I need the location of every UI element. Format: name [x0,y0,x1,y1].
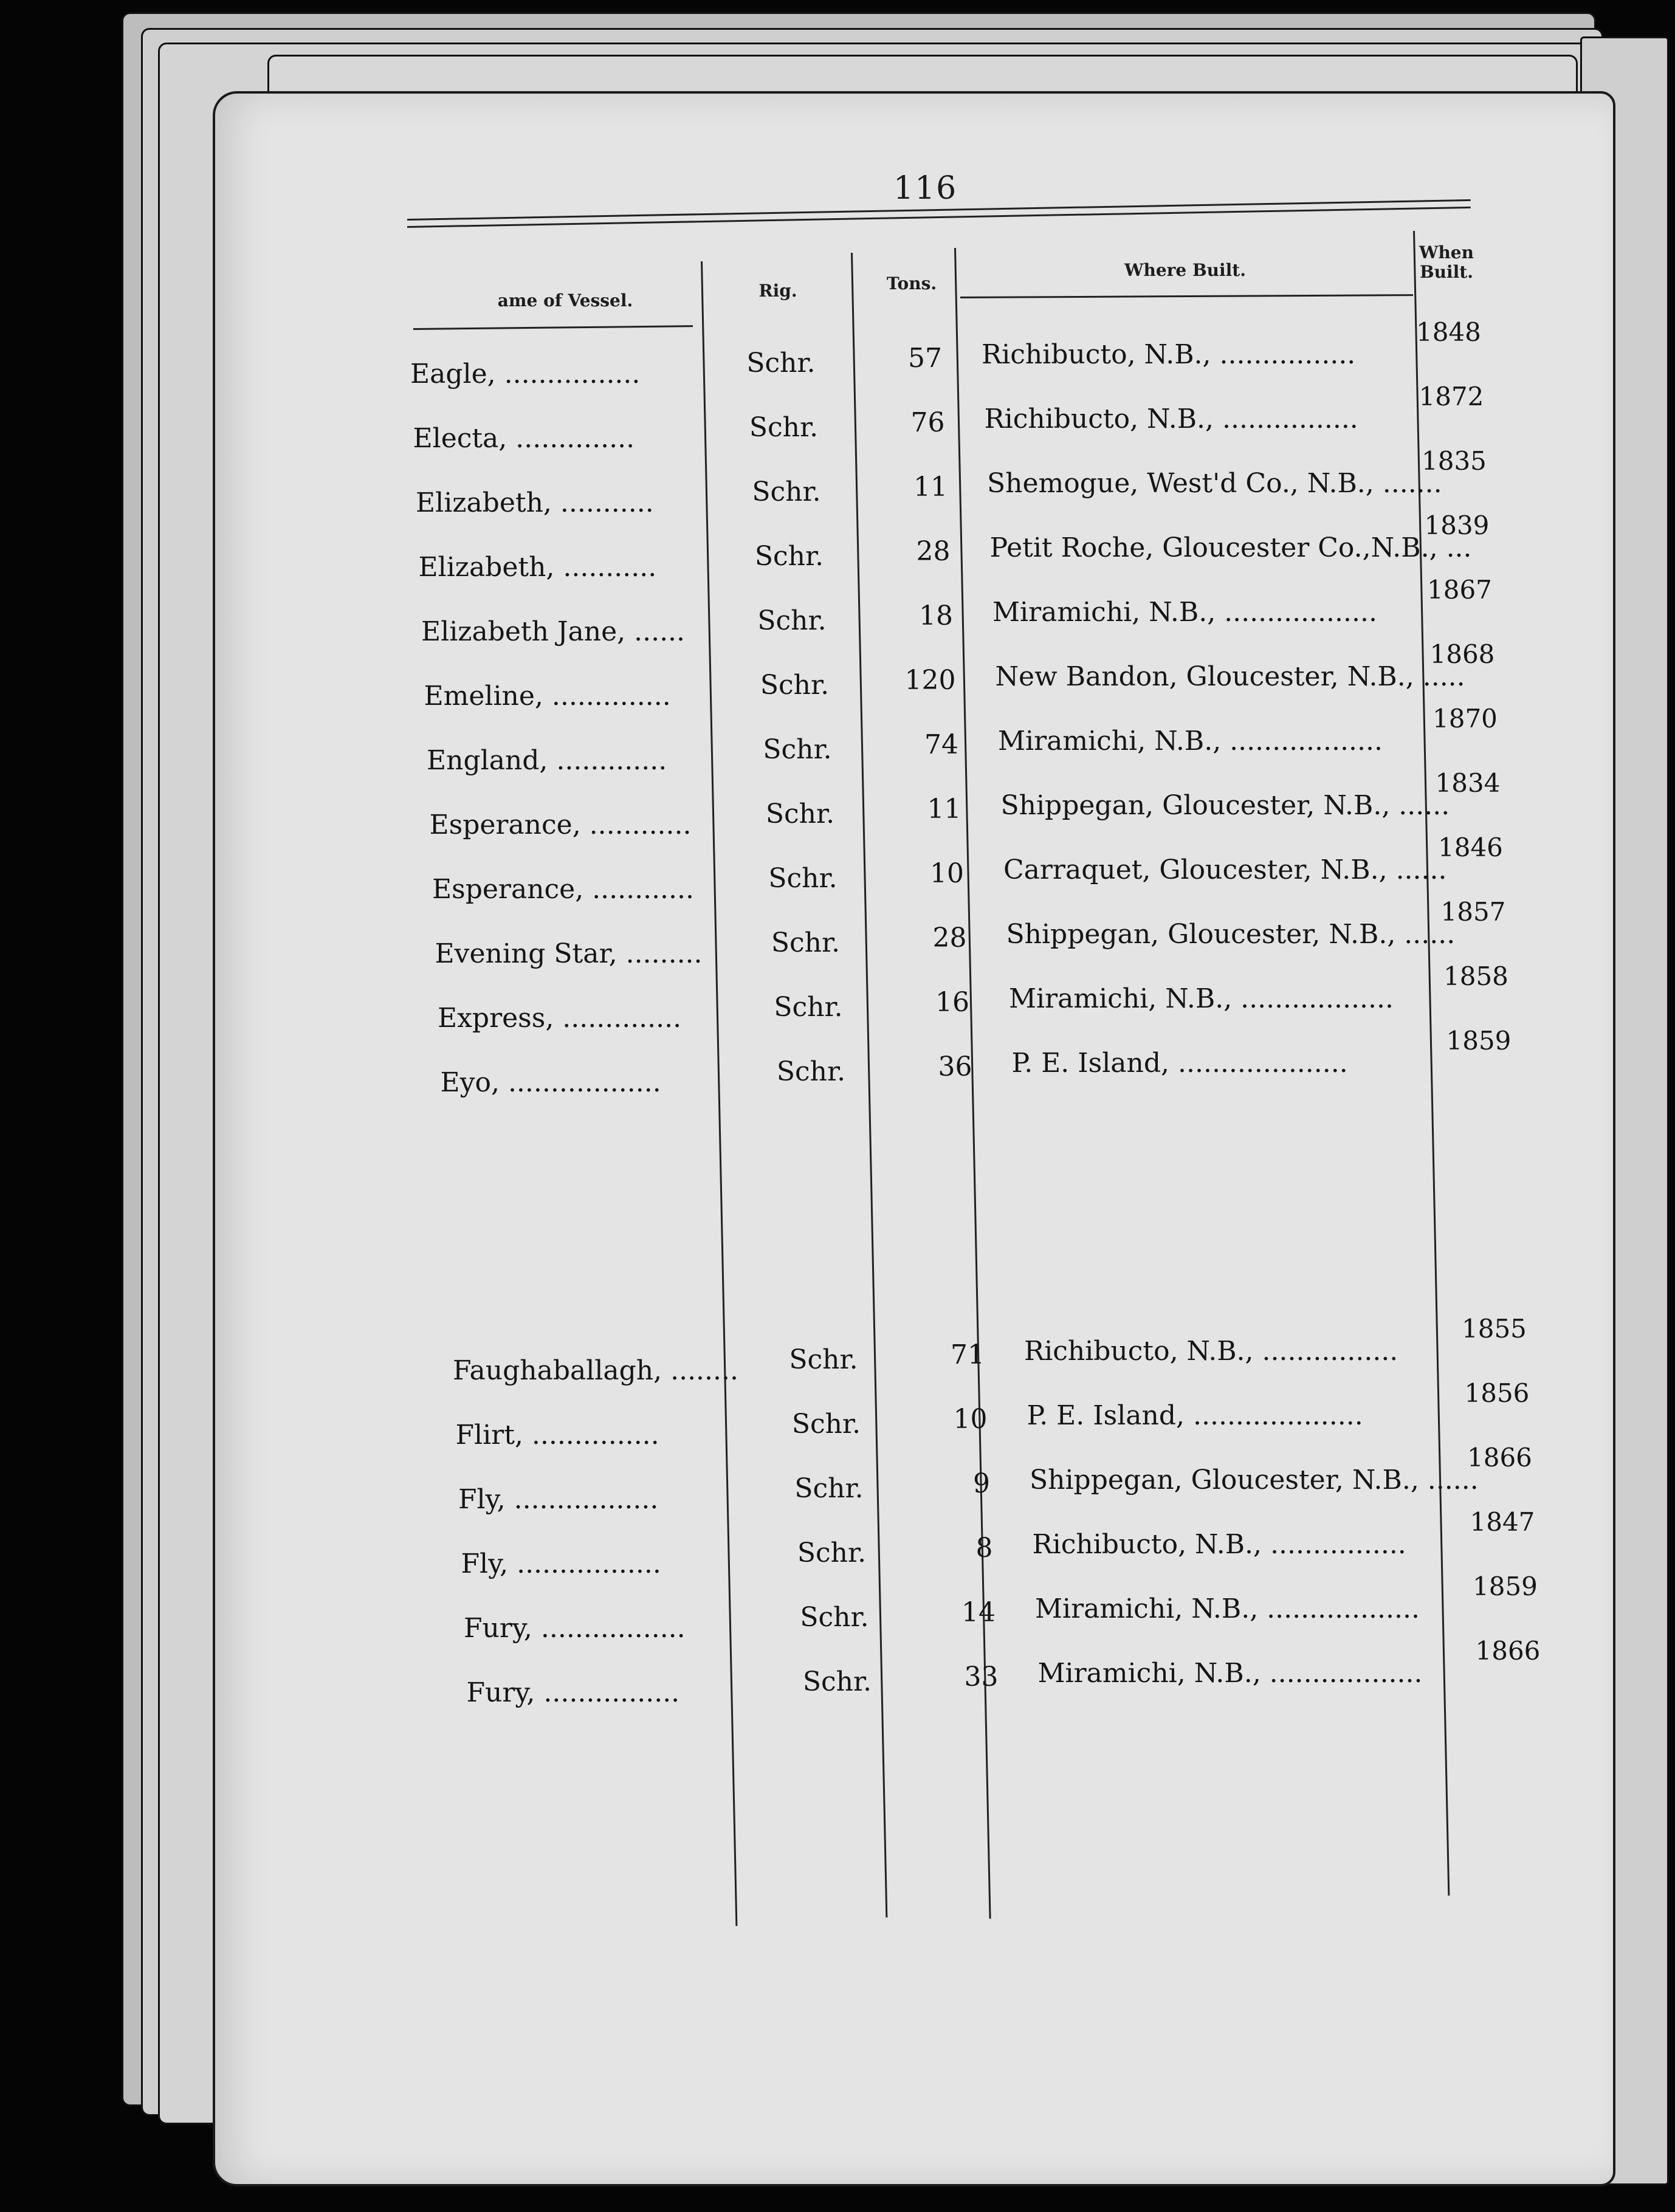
ledger-page [213,91,1615,2186]
vessel-name: Evening Star, ......... [435,938,703,969]
vessel-year-built: 1834 [1435,768,1501,798]
vessel-tons: 11 [913,472,948,503]
vessel-tons: 76 [910,407,945,438]
vessel-year-built: 1866 [1475,1636,1541,1666]
vessel-name: Express, .............. [438,1003,682,1034]
vessel-rig: Schr. [794,1473,864,1504]
vessel-tons: 10 [930,858,964,889]
vessel-tons: 8 [975,1533,993,1564]
vessel-name: Elizabeth, ........... [416,487,654,518]
vessel-tons: 57 [908,343,942,374]
vessel-rig: Schr. [768,863,838,894]
vessel-name: Fly, ................. [458,1484,659,1515]
header-rig: Rig. [758,281,797,301]
header-when-built: When Built. [1419,242,1474,282]
vessel-name: Esperance, ............ [429,809,692,840]
vessel-tons: 28 [932,922,967,953]
vessel-rig: Schr. [771,927,841,958]
vessel-where-built: Shippegan, Gloucester, N.B., ...... [1006,919,1456,950]
vessel-rig: Schr. [760,670,830,701]
vessel-tons: 120 [904,665,956,696]
vessel-rig: Schr. [774,992,843,1023]
vessel-name: Faughaballagh, ........ [453,1355,738,1386]
vessel-where-built: Richibucto, N.B., ................ [982,339,1356,370]
vessel-year-built: 1846 [1438,833,1503,862]
vessel-tons: 28 [916,536,951,567]
vessel-where-built: Shemogue, West'd Co., N.B., ....... [987,468,1442,499]
vessel-name: Eyo, .................. [440,1067,661,1098]
header-where-built: Where Built. [1124,260,1246,280]
vessel-year-built: 1856 [1464,1378,1530,1408]
vessel-name: Electa, .............. [413,423,635,454]
vessel-where-built: Miramichi, N.B., .................. [1009,983,1394,1014]
vessel-tons: 10 [953,1404,988,1435]
vessel-name: Eagle, ................ [410,359,641,390]
vessel-rig: Schr. [802,1666,872,1697]
vessel-year-built: 1847 [1470,1507,1535,1537]
vessel-where-built: Miramichi, N.B., .................. [998,726,1383,757]
vessel-where-built: Richibucto, N.B., ................ [1032,1529,1406,1560]
vessel-rig: Schr. [776,1056,846,1087]
vessel-tons: 11 [927,794,961,825]
vessel-rig: Schr. [752,476,821,507]
vessel-name: Flirt, ............... [455,1420,659,1451]
vessel-year-built: 1867 [1427,575,1492,605]
vessel-where-built: Miramichi, N.B., .................. [1037,1658,1423,1689]
vessel-where-built: P. E. Island, .................... [1027,1400,1363,1431]
vessel-where-built: New Bandon, Gloucester, N.B., ..... [995,661,1465,692]
vessel-name: Elizabeth, ........... [418,552,657,583]
vessel-tons: 36 [938,1051,972,1082]
vessel-year-built: 1857 [1440,897,1506,927]
vessel-where-built: Miramichi, N.B., .................. [1035,1593,1420,1624]
header-vessel-name: ame of Vessel. [497,290,633,311]
vessel-year-built: 1835 [1422,446,1487,476]
vessel-tons: 33 [964,1661,999,1692]
vessel-name: Emeline, .............. [424,681,671,712]
vessel-rig: Schr. [757,605,827,636]
vessel-where-built: Miramichi, N.B., .................. [992,597,1377,628]
vessel-rig: Schr. [800,1602,869,1633]
vessel-year-built: 1866 [1467,1443,1532,1472]
vessel-name: Elizabeth Jane, ...... [421,616,686,647]
vessel-rig: Schr. [754,541,824,572]
vessel-year-built: 1868 [1429,639,1495,669]
vessel-name: Fury, ................. [464,1613,686,1644]
vessel-where-built: P. E. Island, .................... [1011,1048,1348,1079]
vessel-rig: Schr. [797,1537,867,1568]
vessel-year-built: 1859 [1446,1026,1512,1056]
vessel-where-built: Shippegan, Gloucester, N.B., ...... [1030,1465,1479,1496]
vessel-where-built: Carraquet, Gloucester, N.B., ...... [1003,854,1447,885]
vessel-where-built: Shippegan, Gloucester, N.B., ...... [1000,790,1450,821]
vessel-rig: Schr. [791,1409,861,1440]
vessel-where-built: Richibucto, N.B., ................ [984,404,1358,434]
vessel-name: Esperance, ............ [432,874,694,905]
vessel-year-built: 1872 [1419,382,1484,411]
vessel-name: England, ............. [427,745,667,776]
page-number: 116 [893,170,958,207]
vessel-tons: 71 [951,1339,985,1370]
vessel-tons: 14 [961,1597,996,1628]
vessel-year-built: 1848 [1416,317,1481,347]
vessel-year-built: 1858 [1443,961,1508,991]
vessel-rig: Schr. [746,348,816,379]
vessel-name: Fury, ................ [466,1677,680,1708]
vessel-year-built: 1839 [1424,510,1490,540]
vessel-tons: 74 [924,729,958,760]
vessel-year-built: 1855 [1462,1314,1527,1344]
vessel-rig: Schr. [765,799,835,829]
vessel-rig: Schr. [749,412,819,443]
vessel-rig: Schr. [763,734,832,765]
vessel-rig: Schr. [789,1344,858,1375]
vessel-tons: 9 [973,1468,990,1499]
vessel-tons: 18 [919,600,953,631]
vessel-year-built: 1870 [1433,704,1498,733]
vessel-tons: 16 [935,987,969,1018]
vessel-year-built: 1859 [1473,1571,1538,1601]
vessel-where-built: Richibucto, N.B., ................ [1024,1336,1398,1367]
vessel-where-built: Petit Roche, Gloucester Co.,N.B., ... [989,532,1472,563]
vessel-name: Fly, ................. [461,1548,661,1579]
header-tons: Tons. [886,273,937,294]
